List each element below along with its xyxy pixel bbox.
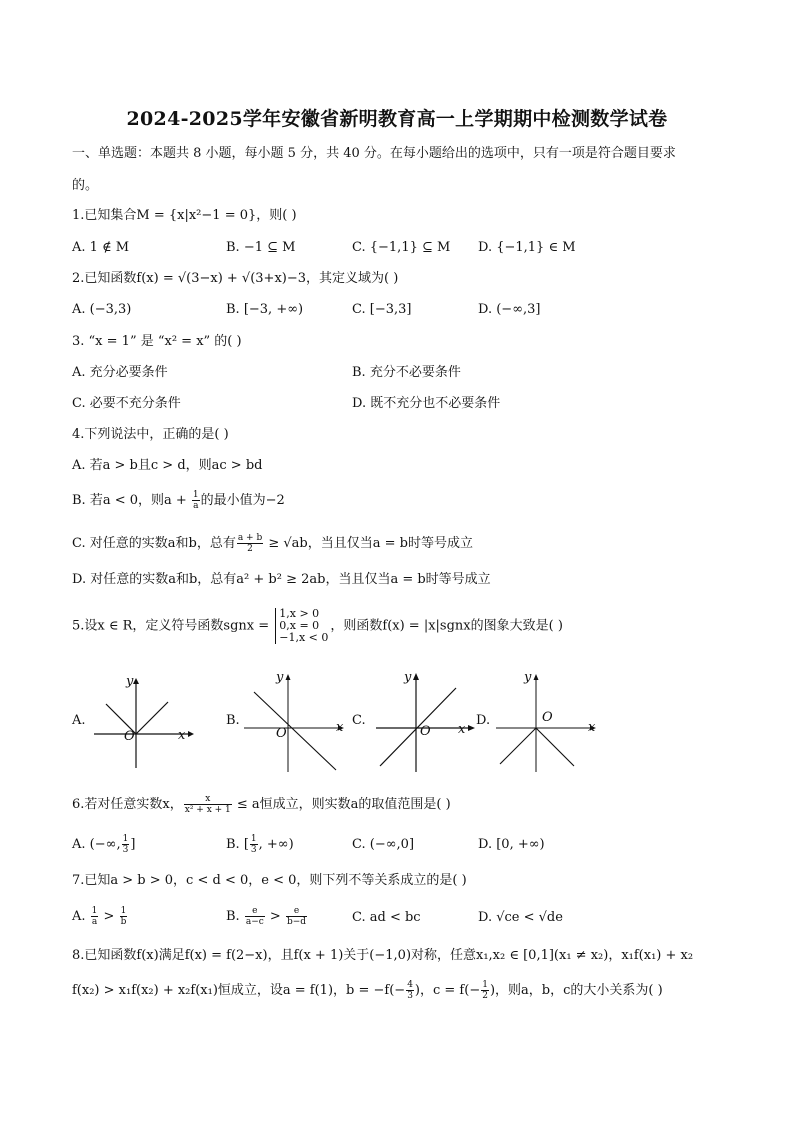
q7-option-b (226, 906, 308, 927)
q7-b-frac-2 (286, 906, 307, 927)
q8-line2-suffix: )，则a，b，c的大小关系为( ) (489, 983, 663, 998)
q3-option-d: D. 既不充分也不必要条件 (352, 396, 501, 411)
q6-option-b (226, 834, 294, 855)
q7-b-den-2: b−d (286, 917, 307, 927)
q6-stem-suffix: ≤ a恒成立，则实数a的取值范围是( ) (232, 797, 451, 812)
q8-frac-1 (406, 980, 414, 1001)
q6-a-prefix: A. (−∞, (72, 837, 121, 852)
q2-option-b: B. [−3, +∞) (226, 302, 304, 317)
q7-a-frac-2 (120, 906, 128, 927)
q5-a-origin: O (124, 729, 135, 744)
q3-stem: 3. “x = 1” 是 “x² = x” 的( ) (72, 334, 242, 349)
q7-b-den-1: a−c (245, 917, 264, 927)
q7-b-prefix: B. (226, 909, 244, 924)
q5-d-origin: O (542, 710, 553, 725)
q1-option-c: C. {−1,1} ⊆ M (352, 240, 451, 255)
q5-d-x-label: x (588, 720, 596, 735)
q6-a-den: 3 (122, 845, 129, 855)
q6-a-num: 1 (122, 834, 129, 844)
q4-c-prefix: C. 对任意的实数a和b，总有 (72, 536, 236, 551)
q5-stem (72, 608, 563, 644)
q5-a-x-label: x (178, 728, 186, 743)
q5-piecewise (275, 608, 328, 644)
q6-b-suffix: , +∞) (258, 837, 294, 852)
q8-line2-mid: )，c = f(− (414, 983, 481, 998)
q5-stem-prefix: 5.设x ∈ R，定义符号函数sgnx = (72, 618, 274, 634)
q2-stem: 2.已知函数f(x) = √(3−x) + √(3+x)−3，其定义域为( ) (72, 271, 399, 286)
q4-option-b (72, 490, 285, 511)
q3-option-a: A. 充分必要条件 (72, 365, 168, 380)
q3-option-b: B. 充分不必要条件 (352, 365, 461, 380)
q4-b-prefix: B. 若a < 0，则a + (72, 493, 191, 508)
q4-b-fraction (192, 490, 200, 511)
q4-b-num: 1 (192, 490, 199, 500)
q5-graph-d (492, 670, 600, 774)
q8-den-1: 3 (407, 991, 413, 1001)
q4-c-den: 2 (247, 544, 253, 554)
q7-a-den-2: b (120, 917, 127, 927)
q5-graph-b (240, 670, 348, 774)
q4-option-a: A. 若a > b且c > d，则ac > bd (72, 458, 263, 473)
q6-b-num: 1 (250, 834, 257, 844)
q5-graph-c (372, 670, 480, 774)
q6-option-a (72, 834, 135, 855)
q7-option-d: D. √ce < √de (478, 910, 563, 925)
q4-c-num: a + b (237, 533, 263, 543)
q4-b-suffix: 的最小值为−2 (200, 493, 285, 508)
q4-b-den: a (193, 501, 199, 511)
q6-option-c: C. (−∞,0] (352, 837, 415, 852)
q5-option-c: C. (352, 713, 366, 728)
q5-option-d: D. (476, 713, 491, 728)
section-header-cont: 的。 (72, 178, 99, 193)
q5-c-origin: O (420, 724, 431, 739)
q6-stem (72, 794, 451, 815)
q1-option-b: B. −1 ⊆ M (226, 240, 296, 255)
q7-a-mid: > (99, 909, 119, 924)
q8-stem-line-2 (72, 980, 663, 1001)
q8-num-1: 4 (407, 980, 413, 990)
q5-b-x-label: x (336, 720, 344, 735)
q4-stem: 4.下列说法中，正确的是( ) (72, 427, 229, 442)
q5-case-2: 0,x = 0 (279, 619, 320, 632)
q2-option-a: A. (−3,3) (72, 302, 132, 317)
q6-b-fraction (250, 834, 258, 855)
q6-b-den: 3 (250, 845, 257, 855)
q5-case-3: −1,x < 0 (279, 631, 329, 644)
q5-b-y-label: y (276, 670, 284, 685)
q5-d-y-label: y (524, 670, 532, 685)
exam-title: 2024-2025学年安徽省新明教育高一上学期期中检测数学试卷 (126, 108, 668, 130)
q2-option-d: D. (−∞,3] (478, 302, 541, 317)
q7-option-c: C. ad < bc (352, 910, 421, 925)
q4-c-suffix: ≥ √ab，当且仅当a = b时等号成立 (264, 536, 473, 551)
q7-b-num-2: e (286, 906, 307, 917)
q6-frac-den: x² + x + 1 (184, 805, 231, 815)
q5-c-x-label: x (458, 722, 466, 737)
q6-option-d: D. [0, +∞) (478, 837, 545, 852)
q7-b-num-1: e (245, 906, 265, 917)
q6-fraction (184, 794, 232, 815)
q7-stem: 7.已知a > b > 0，c < d < 0，e < 0，则下列不等关系成立的是( ) (72, 873, 467, 888)
q4-c-fraction (237, 533, 263, 554)
q6-stem-prefix: 6.若对任意实数x， (72, 797, 183, 812)
q6-frac-num: x (184, 794, 232, 805)
q5-a-y-label: y (126, 674, 134, 689)
q7-a-num-2: 1 (120, 906, 127, 916)
q5-stem-suffix: ，则函数f(x) = |x|sgnx的图象大致是( ) (330, 618, 563, 634)
q8-line2-prefix: f(x₂) > x₁f(x₂) + x₂f(x₁)恒成立，设a = f(1)，b = −f(− (72, 983, 406, 998)
q7-a-prefix: A. (72, 909, 90, 924)
q5-option-b: B. (226, 713, 240, 728)
q5-case-1: 1,x > 0 (279, 607, 320, 620)
q7-b-mid: > (265, 909, 285, 924)
section-header: 一、单选题：本题共 8 小题，每小题 5 分，共 40 分。在每小题给出的选项中，只有一项是符合题目要求 (72, 146, 676, 161)
q7-option-a (72, 906, 128, 927)
q1-option-a: A. 1 ∉ M (72, 240, 130, 255)
q6-a-suffix: ] (130, 837, 136, 852)
q4-option-c (72, 533, 473, 554)
q6-a-fraction (122, 834, 130, 855)
q4-option-d: D. 对任意的实数a和b，总有a² + b² ≥ 2ab，当且仅当a = b时等号成立 (72, 572, 491, 587)
q8-den-2: 2 (482, 991, 488, 1001)
q3-option-c: C. 必要不充分条件 (72, 396, 181, 411)
q5-graph-a (88, 672, 198, 772)
q5-c-y-label: y (404, 670, 412, 685)
q1-stem: 1.已知集合M = {x|x²−1 = 0}，则( ) (72, 208, 297, 223)
q8-num-2: 1 (482, 980, 488, 990)
q1-option-d: D. {−1,1} ∈ M (478, 240, 576, 255)
q5-option-a: A. (72, 713, 86, 728)
q7-a-frac-1 (91, 906, 99, 927)
q7-a-num-1: 1 (91, 906, 98, 916)
q6-b-prefix: B. [ (226, 837, 249, 852)
q8-frac-2 (481, 980, 489, 1001)
q2-option-c: C. [−3,3] (352, 302, 412, 317)
q7-a-den-1: a (91, 917, 98, 927)
q5-b-origin: O (276, 726, 287, 741)
q7-b-frac-1 (245, 906, 265, 927)
q8-stem-line-1: 8.已知函数f(x)满足f(x) = f(2−x)，且f(x + 1)关于(−1,0)对称，任意x₁,x₂ ∈ [0,1](x₁ ≠ x₂)，x₁f(x₁) + x₂ (72, 948, 694, 963)
